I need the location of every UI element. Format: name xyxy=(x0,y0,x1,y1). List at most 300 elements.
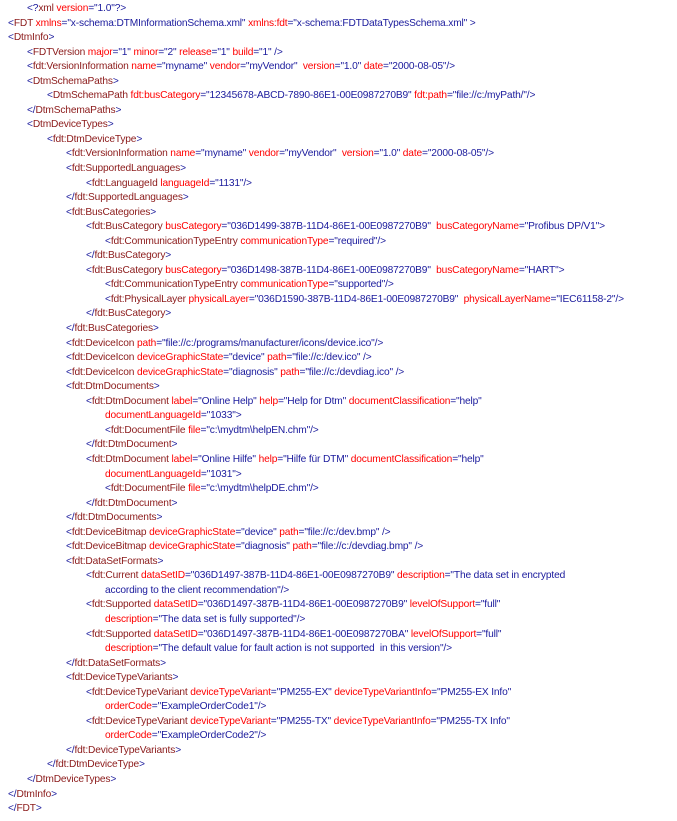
code-line xyxy=(0,249,677,264)
xml-punctuation: > xyxy=(160,657,166,669)
xml-attribute-value: "2" xyxy=(164,46,177,58)
xml-punctuation: = xyxy=(299,366,306,378)
xml-attribute-value: "myname" xyxy=(201,148,247,160)
xml-attribute-value: "Help for Dtm" xyxy=(283,395,347,407)
code-line xyxy=(0,60,677,75)
xml-punctuation: = xyxy=(235,526,242,538)
code-line xyxy=(0,322,677,337)
xml-attribute: label xyxy=(168,395,193,407)
code-line xyxy=(0,657,677,672)
xml-tag-name: DtmSchemaPath xyxy=(52,90,128,102)
xml-attribute-value: "HART" xyxy=(524,264,559,276)
code-line xyxy=(0,89,677,104)
code-line xyxy=(0,671,677,686)
xml-punctuation: /> xyxy=(271,46,283,58)
xml-punctuation: > xyxy=(171,439,178,451)
xml-attribute: minor xyxy=(130,46,159,58)
xml-tag-name: fdt:DeviceIcon xyxy=(71,366,135,378)
xml-tag-name: fdt:Current xyxy=(91,570,139,582)
xml-tag-name: fdt:DataSetFormats xyxy=(71,555,158,567)
xml-punctuation: > xyxy=(175,744,181,756)
xml-punctuation: = xyxy=(197,628,204,640)
xml-attribute-value: according to the client recommendation" xyxy=(105,584,281,596)
xml-attribute-value: "file://c:/programs/manufacturer/icons/device.ico" xyxy=(162,337,375,349)
xml-punctuation: = xyxy=(200,483,207,495)
xml-attribute-value: "x-schema:DTMInformationSchema.xml" xyxy=(67,17,246,29)
xml-attribute: orderCode xyxy=(105,701,152,713)
xml-attribute: deviceGraphicState xyxy=(146,526,236,538)
xml-tag-name: fdt:DtmDocument xyxy=(94,497,172,509)
xml-attribute-value: "2000-08-05" xyxy=(427,148,486,160)
xml-tag-name: fdt:BusCategory xyxy=(91,264,163,276)
xml-punctuation: </ xyxy=(66,323,75,335)
xml-attribute: deviceTypeVariantInfo xyxy=(331,686,432,698)
xml-attribute-value: "1.0" xyxy=(94,3,115,14)
xml-tag-name: fdt:SupportedLanguages xyxy=(71,163,181,175)
xml-attribute-value: "ExampleOrderCode1" xyxy=(157,701,258,713)
xml-punctuation: = xyxy=(184,570,191,582)
xml-tag-name: FDTVersion xyxy=(32,46,86,58)
xml-attribute-value: "x-schema:FDTDataTypesSchema.xml" xyxy=(293,17,468,29)
xml-attribute: deviceGraphicState xyxy=(134,366,224,378)
xml-punctuation: < xyxy=(47,133,53,145)
xml-punctuation: = xyxy=(450,395,457,407)
xml-punctuation: = xyxy=(192,453,199,465)
xml-attribute-value: "Profibus DP/V1" xyxy=(524,221,600,233)
xml-punctuation: = xyxy=(373,148,380,160)
xml-punctuation: > xyxy=(35,803,42,815)
xml-attribute: major xyxy=(85,46,113,58)
xml-attribute: languageId xyxy=(157,177,210,189)
xml-tag-name: fdt:DeviceBitmap xyxy=(71,526,147,538)
code-line xyxy=(0,758,677,773)
code-line xyxy=(0,598,677,613)
xml-punctuation: = xyxy=(518,221,525,233)
code-line xyxy=(0,162,677,177)
xml-punctuation: </ xyxy=(27,104,36,116)
xml-tag-name: fdt:BusCategory xyxy=(91,221,163,233)
xml-punctuation: < xyxy=(66,555,72,567)
xml-attribute-value: "supported" xyxy=(334,279,386,291)
xml-attribute-value: "diagnosis" xyxy=(241,541,290,553)
code-line xyxy=(0,191,677,206)
xml-attribute-value: "file://c:/myPath/" xyxy=(452,90,527,102)
xml-punctuation: < xyxy=(66,352,72,364)
xml-attribute: description xyxy=(105,643,153,655)
code-line xyxy=(0,802,677,817)
xml-attribute-value: "full" xyxy=(480,599,501,611)
xml-punctuation: /> xyxy=(257,701,267,713)
xml-punctuation: </ xyxy=(86,439,95,451)
xml-attribute-value: "myVendor" xyxy=(284,148,337,160)
xml-punctuation: = xyxy=(235,541,242,553)
xml-attribute-value: "1.0" xyxy=(379,148,401,160)
xml-attribute-value: "2000-08-05" xyxy=(388,61,447,73)
xml-tag-name: fdt:BusCategories xyxy=(71,206,151,218)
xml-attribute: communicationType xyxy=(237,279,329,291)
xml-attribute: version xyxy=(297,61,335,73)
xml-attribute-value: "036D1497-387B-11D4-86E1-00E0987270B9" xyxy=(203,599,408,611)
code-line xyxy=(0,569,677,584)
xml-punctuation: < xyxy=(27,75,33,87)
code-line xyxy=(0,468,677,483)
xml-punctuation: < xyxy=(86,599,92,611)
xml-punctuation: = xyxy=(192,395,199,407)
xml-attribute-value: "PM255-EX Info" xyxy=(436,686,512,698)
code-line xyxy=(0,424,677,439)
xml-punctuation: = xyxy=(270,686,277,698)
xml-attribute-value: "036D1499-387B-11D4-86E1-00E0987270B9" xyxy=(227,221,431,233)
xml-punctuation: /> xyxy=(379,526,391,538)
xml-punctuation: > xyxy=(150,206,157,218)
xml-attribute-value: "1" xyxy=(217,46,230,58)
xml-attribute-value: "full" xyxy=(481,628,502,640)
xml-punctuation: > xyxy=(558,264,565,276)
xml-attribute-value: "1131" xyxy=(215,177,244,189)
xml-attribute: version xyxy=(336,148,374,160)
xml-attribute-value: "1.0" xyxy=(340,61,362,73)
xml-punctuation: = xyxy=(197,599,204,611)
code-line xyxy=(0,773,677,788)
xml-attribute-value: "Online Help" xyxy=(198,395,257,407)
xml-punctuation: </ xyxy=(66,657,75,669)
xml-attribute: path xyxy=(277,366,300,378)
code-line xyxy=(0,307,677,322)
xml-punctuation: /> xyxy=(310,424,319,436)
xml-attribute: documentLanguageId xyxy=(105,410,201,422)
xml-punctuation: > xyxy=(180,163,186,175)
xml-punctuation: < xyxy=(66,366,72,378)
xml-attribute: name xyxy=(167,148,196,160)
xml-attribute-value: "file://c:/devdiag.ico" xyxy=(305,366,393,378)
xml-punctuation: > xyxy=(165,308,172,320)
xml-punctuation: < xyxy=(86,686,92,698)
code-line xyxy=(0,293,677,308)
xml-punctuation: = xyxy=(298,526,305,538)
xml-punctuation: /> xyxy=(615,293,624,305)
code-line xyxy=(0,206,677,221)
xml-attribute-value: "help" xyxy=(458,453,484,465)
xml-tag-name: fdt:Supported xyxy=(91,628,152,640)
xml-tag-name: fdt:DeviceTypeVariant xyxy=(91,686,188,698)
xml-attribute-value: "device" xyxy=(228,352,265,364)
xml-attribute: dataSetID xyxy=(151,628,198,640)
code-line xyxy=(0,46,677,61)
xml-attribute: fdt:busCategory xyxy=(127,90,201,102)
code-line xyxy=(0,700,677,715)
xml-tag-name: fdt:BusCategory xyxy=(94,250,166,262)
xml-punctuation: /> xyxy=(485,148,494,160)
xml-attribute: description xyxy=(105,613,153,625)
code-line xyxy=(0,526,677,541)
code-line xyxy=(0,409,677,424)
xml-punctuation: = xyxy=(446,90,453,102)
xml-attribute-value: "1033" xyxy=(206,410,236,422)
xml-punctuation: ?> xyxy=(114,3,127,14)
code-line xyxy=(0,380,677,395)
xml-attribute-value: "036D1498-387B-11D4-86E1-00E0987270B9" xyxy=(227,264,431,276)
code-line xyxy=(0,511,677,526)
xml-attribute-value: "The data set is fully supported" xyxy=(158,613,297,625)
xml-punctuation: = xyxy=(223,366,229,378)
xml-attribute: levelOfSupport xyxy=(408,628,477,640)
xml-tag-name: fdt:PhysicalLayer xyxy=(110,293,186,305)
xml-punctuation: </ xyxy=(86,308,95,320)
xml-punctuation: = xyxy=(200,410,207,422)
code-line xyxy=(0,220,677,235)
xml-attribute: release xyxy=(176,46,212,58)
xml-punctuation: < xyxy=(66,163,72,175)
xml-punctuation: > xyxy=(157,555,164,567)
xml-punctuation: < xyxy=(86,453,92,465)
code-line xyxy=(0,31,677,46)
code-line xyxy=(0,75,677,90)
xml-attribute: busCategory xyxy=(162,264,222,276)
xml-punctuation: < xyxy=(86,264,92,276)
xml-tag-name: fdt:LanguageId xyxy=(91,177,158,189)
xml-attribute: communicationType xyxy=(237,235,329,247)
xml-attribute: path xyxy=(276,526,299,538)
xml-punctuation: < xyxy=(105,279,111,291)
xml-punctuation: < xyxy=(66,381,72,393)
xml-punctuation: = xyxy=(88,3,95,14)
xml-attribute-value: "myname" xyxy=(162,61,208,73)
xml-attribute: physicalLayer xyxy=(185,293,249,305)
xml-attribute: deviceGraphicState xyxy=(146,541,236,553)
xml-punctuation: /> xyxy=(385,279,394,291)
xml-punctuation: < xyxy=(105,235,111,247)
xml-attribute-value: "diagnosis" xyxy=(228,366,278,378)
xml-punctuation: = xyxy=(221,221,228,233)
xml-attribute-value: "The default value for fault action is not supported in this version" xyxy=(158,643,444,655)
xml-punctuation: > xyxy=(165,250,172,262)
xml-punctuation: < xyxy=(86,570,92,582)
xml-tag-name: fdt:DtmDocument xyxy=(91,453,169,465)
xml-punctuation: = xyxy=(156,337,162,349)
xml-punctuation: /> xyxy=(360,352,372,364)
xml-punctuation: </ xyxy=(66,192,75,204)
xml-punctuation: = xyxy=(158,46,164,58)
code-line xyxy=(0,264,677,279)
code-line xyxy=(0,104,677,119)
xml-attribute-value: "1" xyxy=(259,46,272,58)
xml-punctuation: = xyxy=(279,148,285,160)
xml-punctuation: </ xyxy=(47,759,56,771)
xml-attribute-value: "Online Hilfe" xyxy=(198,453,256,465)
xml-punctuation: > xyxy=(152,323,159,335)
xml-attribute: deviceTypeVariantInfo xyxy=(331,715,431,727)
xml-punctuation: /> xyxy=(243,177,252,189)
xml-tag-name: fdt:DeviceTypeVariants xyxy=(74,744,176,756)
xml-attribute: documentClassification xyxy=(346,395,451,407)
xml-punctuation: < xyxy=(66,148,72,160)
xml-punctuation: = xyxy=(422,148,428,160)
xml-attribute: vendor xyxy=(207,61,241,73)
xml-punctuation: = xyxy=(277,395,284,407)
code-line xyxy=(0,497,677,512)
code-line xyxy=(0,351,677,366)
xml-punctuation: < xyxy=(86,395,92,407)
xml-attribute: dataSetID xyxy=(151,599,198,611)
xml-tag-name: fdt:BusCategories xyxy=(74,323,153,335)
xml-punctuation: > xyxy=(156,512,163,524)
xml-attribute-value: "12345678-ABCD-7890-86E1-00E0987270B9" xyxy=(206,90,412,102)
xml-tag-name: DtmDeviceTypes xyxy=(32,119,108,131)
xml-punctuation: = xyxy=(550,293,557,305)
xml-attribute: version xyxy=(53,3,89,14)
xml-tag-name: fdt:DocumentFile xyxy=(110,424,186,436)
xml-attribute-value: "file://c:/devdiag.bmp" xyxy=(317,541,412,553)
xml-tag-name: fdt:VersionInformation xyxy=(32,61,129,73)
xml-punctuation: = xyxy=(61,17,68,29)
code-line xyxy=(0,686,677,701)
xml-punctuation: = xyxy=(311,541,318,553)
xml-tag-name: fdt:DtmDocument xyxy=(91,395,169,407)
xml-punctuation: = xyxy=(286,352,293,364)
xml-punctuation: > xyxy=(235,468,242,480)
xml-punctuation: = xyxy=(334,61,341,73)
xml-tag-name: fdt:DeviceTypeVariants xyxy=(71,672,173,684)
xml-attribute: orderCode xyxy=(105,730,152,742)
xml-punctuation: > xyxy=(235,410,242,422)
code-line xyxy=(0,177,677,192)
xml-attribute: name xyxy=(128,61,157,73)
xml-tag-name: fdt:DtmDeviceType xyxy=(55,759,139,771)
xml-attribute: label xyxy=(168,453,193,465)
xml-punctuation: /> xyxy=(377,235,386,247)
xml-punctuation: > xyxy=(48,32,55,44)
xml-punctuation: = xyxy=(209,177,216,189)
xml-punctuation: = xyxy=(152,643,159,655)
xml-punctuation: = xyxy=(248,293,255,305)
xml-punctuation: < xyxy=(86,177,92,189)
xml-punctuation: > xyxy=(171,497,178,509)
xml-punctuation: = xyxy=(476,628,482,640)
xml-attribute-value: "help" xyxy=(456,395,482,407)
xml-punctuation: = xyxy=(475,599,481,611)
xml-punctuation: /> xyxy=(411,541,424,553)
code-line xyxy=(0,729,677,744)
xml-punctuation: = xyxy=(200,424,207,436)
xml-punctuation: <? xyxy=(27,3,39,14)
xml-attribute-value: "file://c:/dev.ico" xyxy=(292,352,361,364)
code-line xyxy=(0,17,677,32)
xml-attribute: build xyxy=(229,46,254,58)
xml-attribute: file xyxy=(185,424,201,436)
code-line xyxy=(0,366,677,381)
xml-punctuation: = xyxy=(328,279,335,291)
xml-tag-name: fdt:VersionInformation xyxy=(71,148,168,160)
xml-tag-name: DtmSchemaPaths xyxy=(35,104,116,116)
xml-attribute: busCategoryName xyxy=(430,221,519,233)
xml-tag-name: FDT xyxy=(13,17,33,29)
xml-punctuation: = xyxy=(328,235,335,247)
xml-punctuation: </ xyxy=(86,250,95,262)
xml-punctuation: < xyxy=(66,526,72,538)
xml-attribute: vendor xyxy=(246,148,280,160)
xml-tag-name: fdt:DeviceBitmap xyxy=(71,541,147,553)
xml-punctuation: < xyxy=(66,206,72,218)
xml-attribute: documentLanguageId xyxy=(105,468,201,480)
xml-attribute-value: "required" xyxy=(334,235,378,247)
xml-tag-name: fdt:DtmDocuments xyxy=(74,512,157,524)
xml-punctuation: < xyxy=(105,483,111,495)
xml-attribute: busCategoryName xyxy=(430,264,519,276)
xml-attribute-value: "036D1497-387B-11D4-86E1-00E0987270BA" xyxy=(203,628,409,640)
code-line xyxy=(0,133,677,148)
code-line xyxy=(0,788,677,803)
xml-punctuation: /> xyxy=(257,730,267,742)
xml-attribute: description xyxy=(394,570,445,582)
xml-punctuation: = xyxy=(287,17,294,29)
xml-punctuation: </ xyxy=(66,744,75,756)
xml-attribute-value: "The data set in encrypted xyxy=(450,570,566,582)
xml-attribute: help xyxy=(255,453,278,465)
xml-punctuation: </ xyxy=(86,497,95,509)
xml-attribute: deviceGraphicState xyxy=(134,352,224,364)
xml-punctuation: = xyxy=(152,613,159,625)
xml-punctuation: = xyxy=(156,61,163,73)
xml-attribute: deviceTypeVariant xyxy=(187,686,271,698)
xml-tag-name: DtmInfo xyxy=(13,32,49,44)
xml-attribute-value: "ExampleOrderCode2" xyxy=(157,730,258,742)
xml-tag-name: fdt:CommunicationTypeEntry xyxy=(110,279,238,291)
xml-punctuation: /> xyxy=(280,584,290,596)
xml-attribute-value: "file://c:/dev.bmp" xyxy=(304,526,380,538)
xml-attribute-value: "Hilfe für DTM" xyxy=(283,453,349,465)
xml-tag-name: fdt:DtmDocument xyxy=(94,439,172,451)
xml-attribute-value: "PM255-TX Info" xyxy=(436,715,510,727)
code-line xyxy=(0,744,677,759)
xml-attribute: path xyxy=(264,352,287,364)
xml-punctuation: = xyxy=(200,468,207,480)
xml-punctuation: </ xyxy=(8,803,17,815)
xml-attribute: dataSetID xyxy=(138,570,185,582)
xml-punctuation: = xyxy=(223,352,229,364)
xml-punctuation: < xyxy=(47,90,53,102)
xml-punctuation: < xyxy=(66,337,72,349)
xml-tag-name: fdt:DocumentFile xyxy=(110,483,186,495)
xml-attribute: levelOfSupport xyxy=(407,599,476,611)
code-line xyxy=(0,482,677,497)
xml-punctuation: = xyxy=(151,701,158,713)
code-line xyxy=(0,642,677,657)
xml-punctuation: = xyxy=(452,453,458,465)
xml-punctuation: /> xyxy=(443,643,452,655)
xml-attribute: date xyxy=(361,61,384,73)
xml-tag-name: fdt:DataSetFormats xyxy=(74,657,161,669)
xml-tag-name: fdt:Supported xyxy=(91,599,152,611)
xml-punctuation: < xyxy=(27,61,33,73)
xml-punctuation: < xyxy=(8,17,14,29)
xml-punctuation: > xyxy=(107,119,114,131)
xml-attribute-value: "1" xyxy=(118,46,131,58)
xml-attribute: file xyxy=(185,483,201,495)
xml-punctuation: < xyxy=(105,424,111,436)
xml-attribute: busCategory xyxy=(162,221,222,233)
code-line xyxy=(0,555,677,570)
code-line xyxy=(0,2,677,17)
xml-tag-name: fdt:DeviceIcon xyxy=(71,337,135,349)
code-line xyxy=(0,118,677,133)
xml-punctuation: < xyxy=(27,46,33,58)
xml-punctuation: > xyxy=(136,133,143,145)
xml-punctuation: = xyxy=(112,46,119,58)
xml-attribute: path xyxy=(289,541,312,553)
xml-punctuation: < xyxy=(86,628,92,640)
xml-punctuation: /> xyxy=(446,61,455,73)
xml-attribute-value: "PM255-TX" xyxy=(276,715,331,727)
